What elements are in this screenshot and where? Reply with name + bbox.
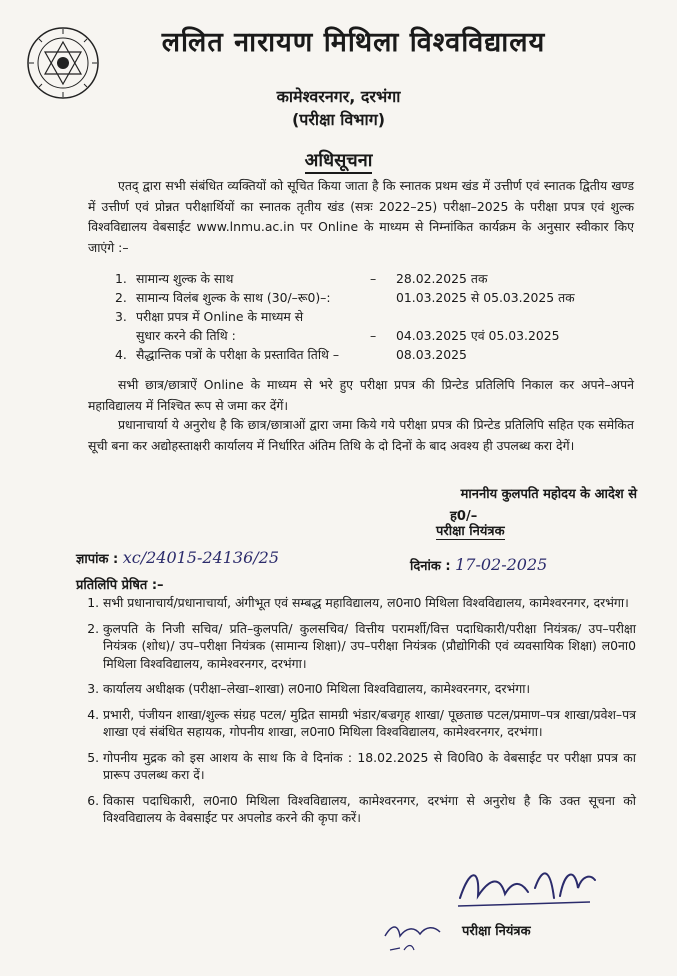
submission-paragraph: सभी छात्र/छात्राऐं Online के माध्यम से भरे हुए परीक्षा प्रपत्र की प्रिन्टेड प्रतिलिपि निकाल कर अपने–अपने महाविद्यालय में निश्चित रूप से जमा कर देंगें। [88,377,634,413]
list-item: 2. कुलपति के निजी सचिव/ प्रति–कुलपति/ कुलसचिव/ वित्तीय परामर्शी/वित्त पदाधिकारी/परीक्षा नियंत्रक/ उप–परीक्षा नियंत्रक (शोध)/ उप–परीक्षा नियंत्रक (सामान्य शिक्षा)/ उप–परीक्षा नियंत्रक (प्रौद्योगिकी एवं व्यवसायिक शिक्षा) ल0ना0 मिथिला विश्वविद्यालय, कामेश्वरनगर, दरभंगा। [103,620,636,673]
list-item: 4. प्रभारी, पंजीयन शाखा/शुल्क संग्रह पटल/ मुद्रित सामग्री भंडार/बज्रगृह शाखा/ पूछताछ पटल/प्रमाण–पत्र शाखा/प्रवेश–पत्र शाखा एवं संबंधित सहायक, गोपनीय शाखा, ल0ना0 मिथिला विश्वविद्यालय, कामेश्वरनगर, दरभंगा। [103,706,636,741]
order-line: माननीय कुलपति महोदय के आदेश से [460,487,637,502]
issue-date: दिनांक : 17-02-2025 [410,555,548,574]
controller-title: परीक्षा नियंत्रक [436,521,505,540]
schedule-item: सुधार करने की तिथि : – 04.03.2025 एवं 05.03.2025 [136,328,560,343]
university-address: कामेश्वरनगर, दरभंगा [276,87,401,106]
intro-paragraph: एतद् द्वारा सभी संबंधित व्यक्तियों को सूचित किया जाता है कि स्नातक प्रथम खंड में उत्तीर्ण एवं स्नातक द्वितीय खण्ड में उत्तीर्ण एवं प्रोन्नत परीक्षार्थियों का स्नातक तृतीय खंड (सत्रः 2022–25) परीक्षा–2025 के परीक्षा प्रपत्र एवं शुल्क विश्वविद्यालय वेबसाईट www.lnmu.ac.in पर Online के माध्यम से निम्नांकित कार्यक्रम के अनुसार स्वीकार किए जाएंगे :– [88,178,634,255]
university-name: ललित नारायण मिथिला विश्वविद्यालय [161,27,546,58]
schedule-item: 2. सामान्य विलंब शुल्क के साथ (30/–रू0)–: 01.03.2025 से 05.03.2025 तक [115,290,575,305]
schedule-item: 4. सैद्धान्तिक पत्रों के परीक्षा के प्रस्तावित तिथि – 08.03.2025 [115,347,467,362]
copy-list [76,594,636,835]
handwritten-signature [450,858,600,918]
principal-request-paragraph: प्रधानाचार्या ये अनुरोध है कि छात्र/छात्राओं द्वारा जमा किये गये परीक्षा प्रपत्र की प्रिन्टेड प्रतिलिपि सहित एक समेकित सूची बना कर अद्योहस्ताक्षरी कार्यालय में निर्धारित अंतिम तिथि के दो दिनों के बाद अवश्य ही उपलब्ध करा देगें। [88,417,634,453]
signature-controller-title: परीक्षा नियंत्रक [462,924,531,939]
list-item: 5. गोपनीय मुद्रक को इस आशय के साथ कि वे दिनांक : 18.02.2025 से वि0वि0 के वेबसाईट पर परीक्षा प्रपत्र का प्रारूप उपलब्ध करा दें। [103,749,636,784]
reference-number: ज्ञापांक : xc/24015-24136/25 [76,548,280,567]
department-name: (परीक्षा विभाग) [291,110,386,129]
date-handwritten: 17-02-2025 [455,555,548,574]
reference-handwritten: xc/24015-24136/25 [122,548,280,567]
schedule-list [115,269,635,364]
schedule-item: 3. परीक्षा प्रपत्र में Online के माध्यम से [115,309,304,324]
list-item: 6. विकास पदाधिकारी, ल0ना0 मिथिला विश्वविद्यालय, कामेश्वरनगर, दरभंगा से अनुरोध है कि उक्त सूचना को विश्वविद्यालय के वेबसाईट पर अपलोड करने की कृपा करें। [103,792,636,827]
handwritten-initial [380,918,450,958]
notification-title: अधिसूचना [0,148,677,172]
signed-mark: ह0/– [450,509,478,524]
schedule-item: 1. सामान्य शुल्क के साथ – 28.02.2025 तक [115,271,488,286]
list-item: 3. कार्यालय अधीक्षक (परीक्षा–लेखा–शाखा) ल0ना0 मिथिला विश्वविद्यालय, कामेश्वरनगर, दरभंगा। [103,680,636,698]
copy-heading: प्रतिलिपि प्रेषित :– [76,578,164,593]
list-item: 1. सभी प्रधानाचार्य/प्रधानाचार्या, अंगीभूत एवं सम्बद्ध महाविद्यालय, ल0ना0 मिथिला विश्वविद्यालय, कामेश्वरनगर, दरभंगा। [103,594,636,612]
